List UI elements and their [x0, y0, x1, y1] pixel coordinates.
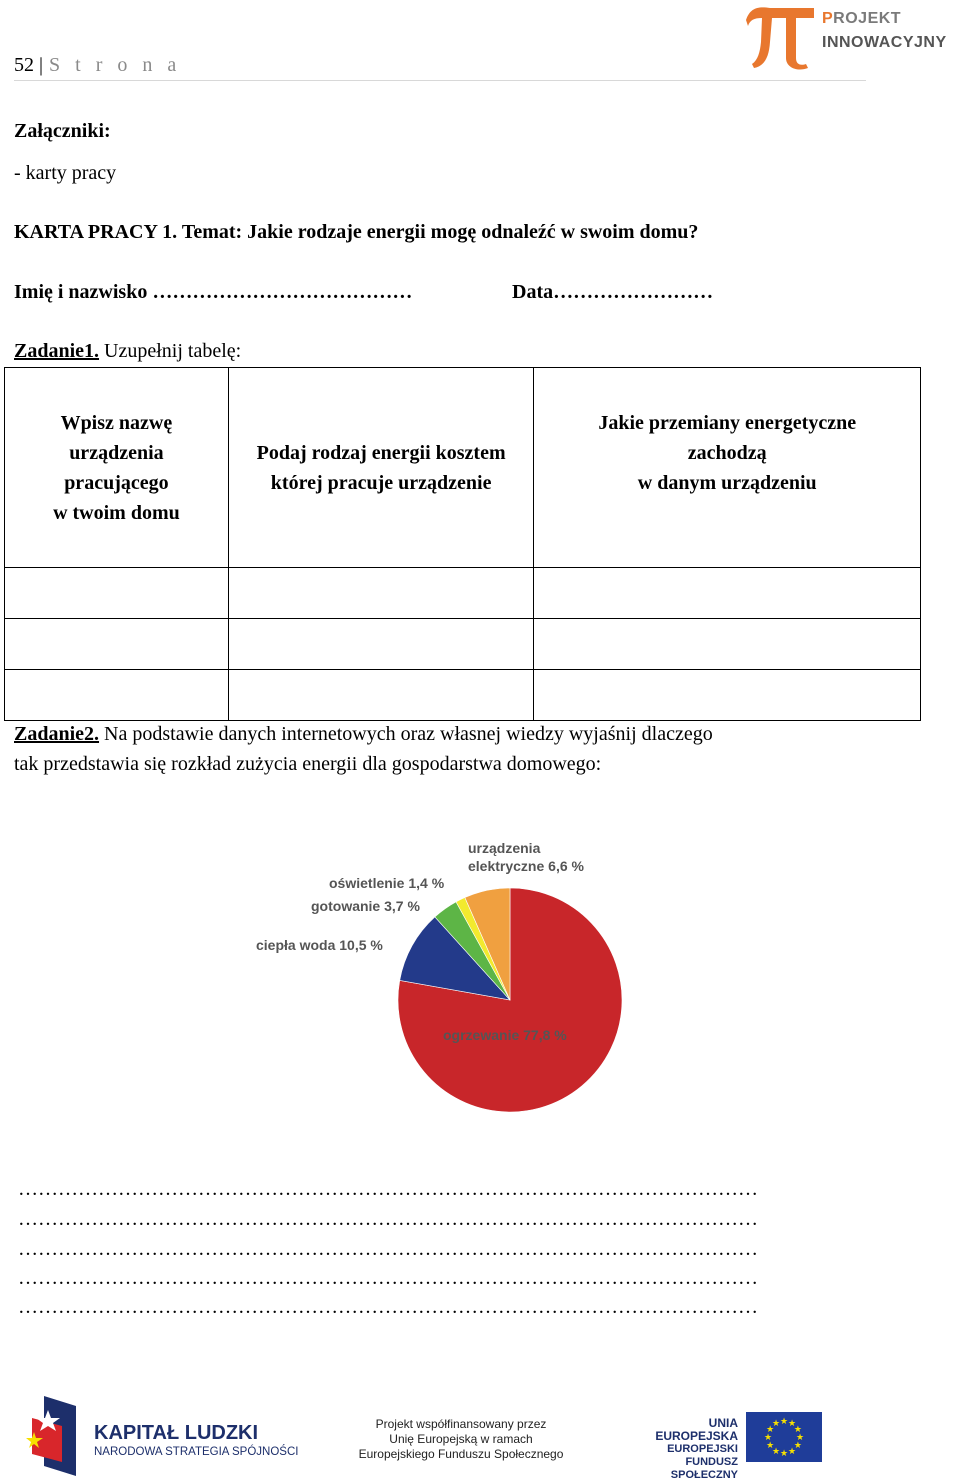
eu-star-icon: ★ [779, 1416, 789, 1426]
table-cell-input[interactable] [5, 568, 229, 619]
eu-star-icon: ★ [793, 1440, 802, 1450]
table-row [5, 568, 921, 619]
page-number-value: 52 [14, 54, 34, 76]
eu-star-icon: ★ [766, 1440, 775, 1450]
header-cell-transformations: Jakie przemiany energetyczne zachodzą w danym urządzeniu [534, 368, 921, 568]
eu-star-icon: ★ [787, 1445, 797, 1456]
table-cell-input[interactable] [228, 619, 534, 670]
answer-line[interactable]: ………………………………………………………………………………………………… [18, 1238, 758, 1260]
eu-star-icon: ★ [771, 1445, 781, 1456]
answer-line[interactable]: ………………………………………………………………………………………………… [18, 1267, 758, 1289]
eu-star-icon: ★ [771, 1418, 781, 1429]
table-cell-input[interactable] [534, 670, 921, 721]
pie-slice-label: ciepła woda 10,5 % [256, 937, 383, 953]
header-cell-device: Wpisz nazwę urządzenia pracującego w twoim domu [5, 368, 229, 568]
pie-slice-label: oświetlenie 1,4 % [329, 875, 445, 891]
projekt-innowacyjny-logo [740, 2, 960, 72]
kapital-ludzki-logo-icon [26, 1396, 76, 1476]
eu-fund-label: UNIA EUROPEJSKA EUROPEJSKI FUNDUSZ SPOŁECZNY [655, 1416, 738, 1481]
task1-instruction [14, 340, 241, 363]
logo-line-2: INNOWACYJNY [822, 34, 947, 51]
table-row [5, 619, 921, 670]
answer-line[interactable]: ………………………………………………………………………………………………… [18, 1296, 758, 1318]
answer-line[interactable]: ………………………………………………………………………………………………… [18, 1178, 758, 1200]
eu-star-icon: ★ [787, 1418, 797, 1429]
eu-flag-icon [746, 1412, 822, 1462]
eu-star-icon: ★ [779, 1448, 789, 1458]
header-cell-energy-type: Podaj rodzaj energii kosztem której pracuje urządzenie [228, 368, 534, 568]
eu-star-icon: ★ [766, 1424, 775, 1434]
kapital-ludzki-subtitle: NARODOWA STRATEGIA SPÓJNOŚCI [94, 1446, 299, 1458]
cofinancing-note: Projekt współfinansowany przez Unię Europejską w ramach Europejskiego Funduszu Społecznego [358, 1417, 564, 1461]
header-divider [14, 80, 866, 81]
table-header-row [5, 368, 921, 568]
logo-line-1: PROJEKT [822, 10, 902, 27]
page-word: S t r o n a [49, 54, 182, 76]
task2-instruction-line1: Zadanie2. Na podstawie danych internetowych oraz własnej wiedzy wyjaśnij dlaczego [14, 723, 713, 745]
attachments-heading: Załączniki: [14, 120, 111, 142]
attachments-item: - karty pracy [14, 162, 117, 184]
pie-slice-label: ogrzewanie 77,8 % [443, 1027, 567, 1043]
table-row [5, 670, 921, 721]
worksheet-title: KARTA PRACY 1. Temat: Jakie rodzaje energii mogę odnaleźć w swoim domu? [14, 221, 699, 243]
task2-instruction-line2: tak przedstawia się rozkład zużycia energii dla gospodarstwa domowego: [14, 753, 602, 775]
answer-line[interactable]: ………………………………………………………………………………………………… [18, 1208, 758, 1230]
page-number: 52 | S t r o n a [14, 54, 182, 76]
kapital-ludzki-title: KAPITAŁ LUDZKI [94, 1422, 259, 1444]
task2-label: Zadanie2. [14, 723, 100, 745]
eu-star-icon: ★ [763, 1432, 773, 1442]
table-cell-input[interactable] [5, 670, 229, 721]
pie-slice-label: gotowanie 3,7 % [311, 898, 420, 914]
table-cell-input[interactable] [5, 619, 229, 670]
table-cell-input[interactable] [534, 568, 921, 619]
task1-table [4, 367, 921, 721]
date-field-label: Data…………………… [512, 281, 714, 303]
pie-slice-label: urządzenia elektryczne 6,6 % [468, 840, 584, 874]
task1-label: Zadanie1. [14, 340, 100, 362]
task1-text: Uzupełnij tabelę: [99, 340, 242, 362]
table-cell-input[interactable] [534, 619, 921, 670]
table-cell-input[interactable] [228, 670, 534, 721]
eu-star-icon: ★ [795, 1432, 805, 1442]
pi-icon [740, 2, 820, 70]
name-field-label: Imię i nazwisko ………………………………… [14, 281, 413, 303]
eu-star-icon: ★ [793, 1424, 802, 1434]
energy-usage-pie-chart [240, 830, 660, 1120]
table-cell-input[interactable] [228, 568, 534, 619]
